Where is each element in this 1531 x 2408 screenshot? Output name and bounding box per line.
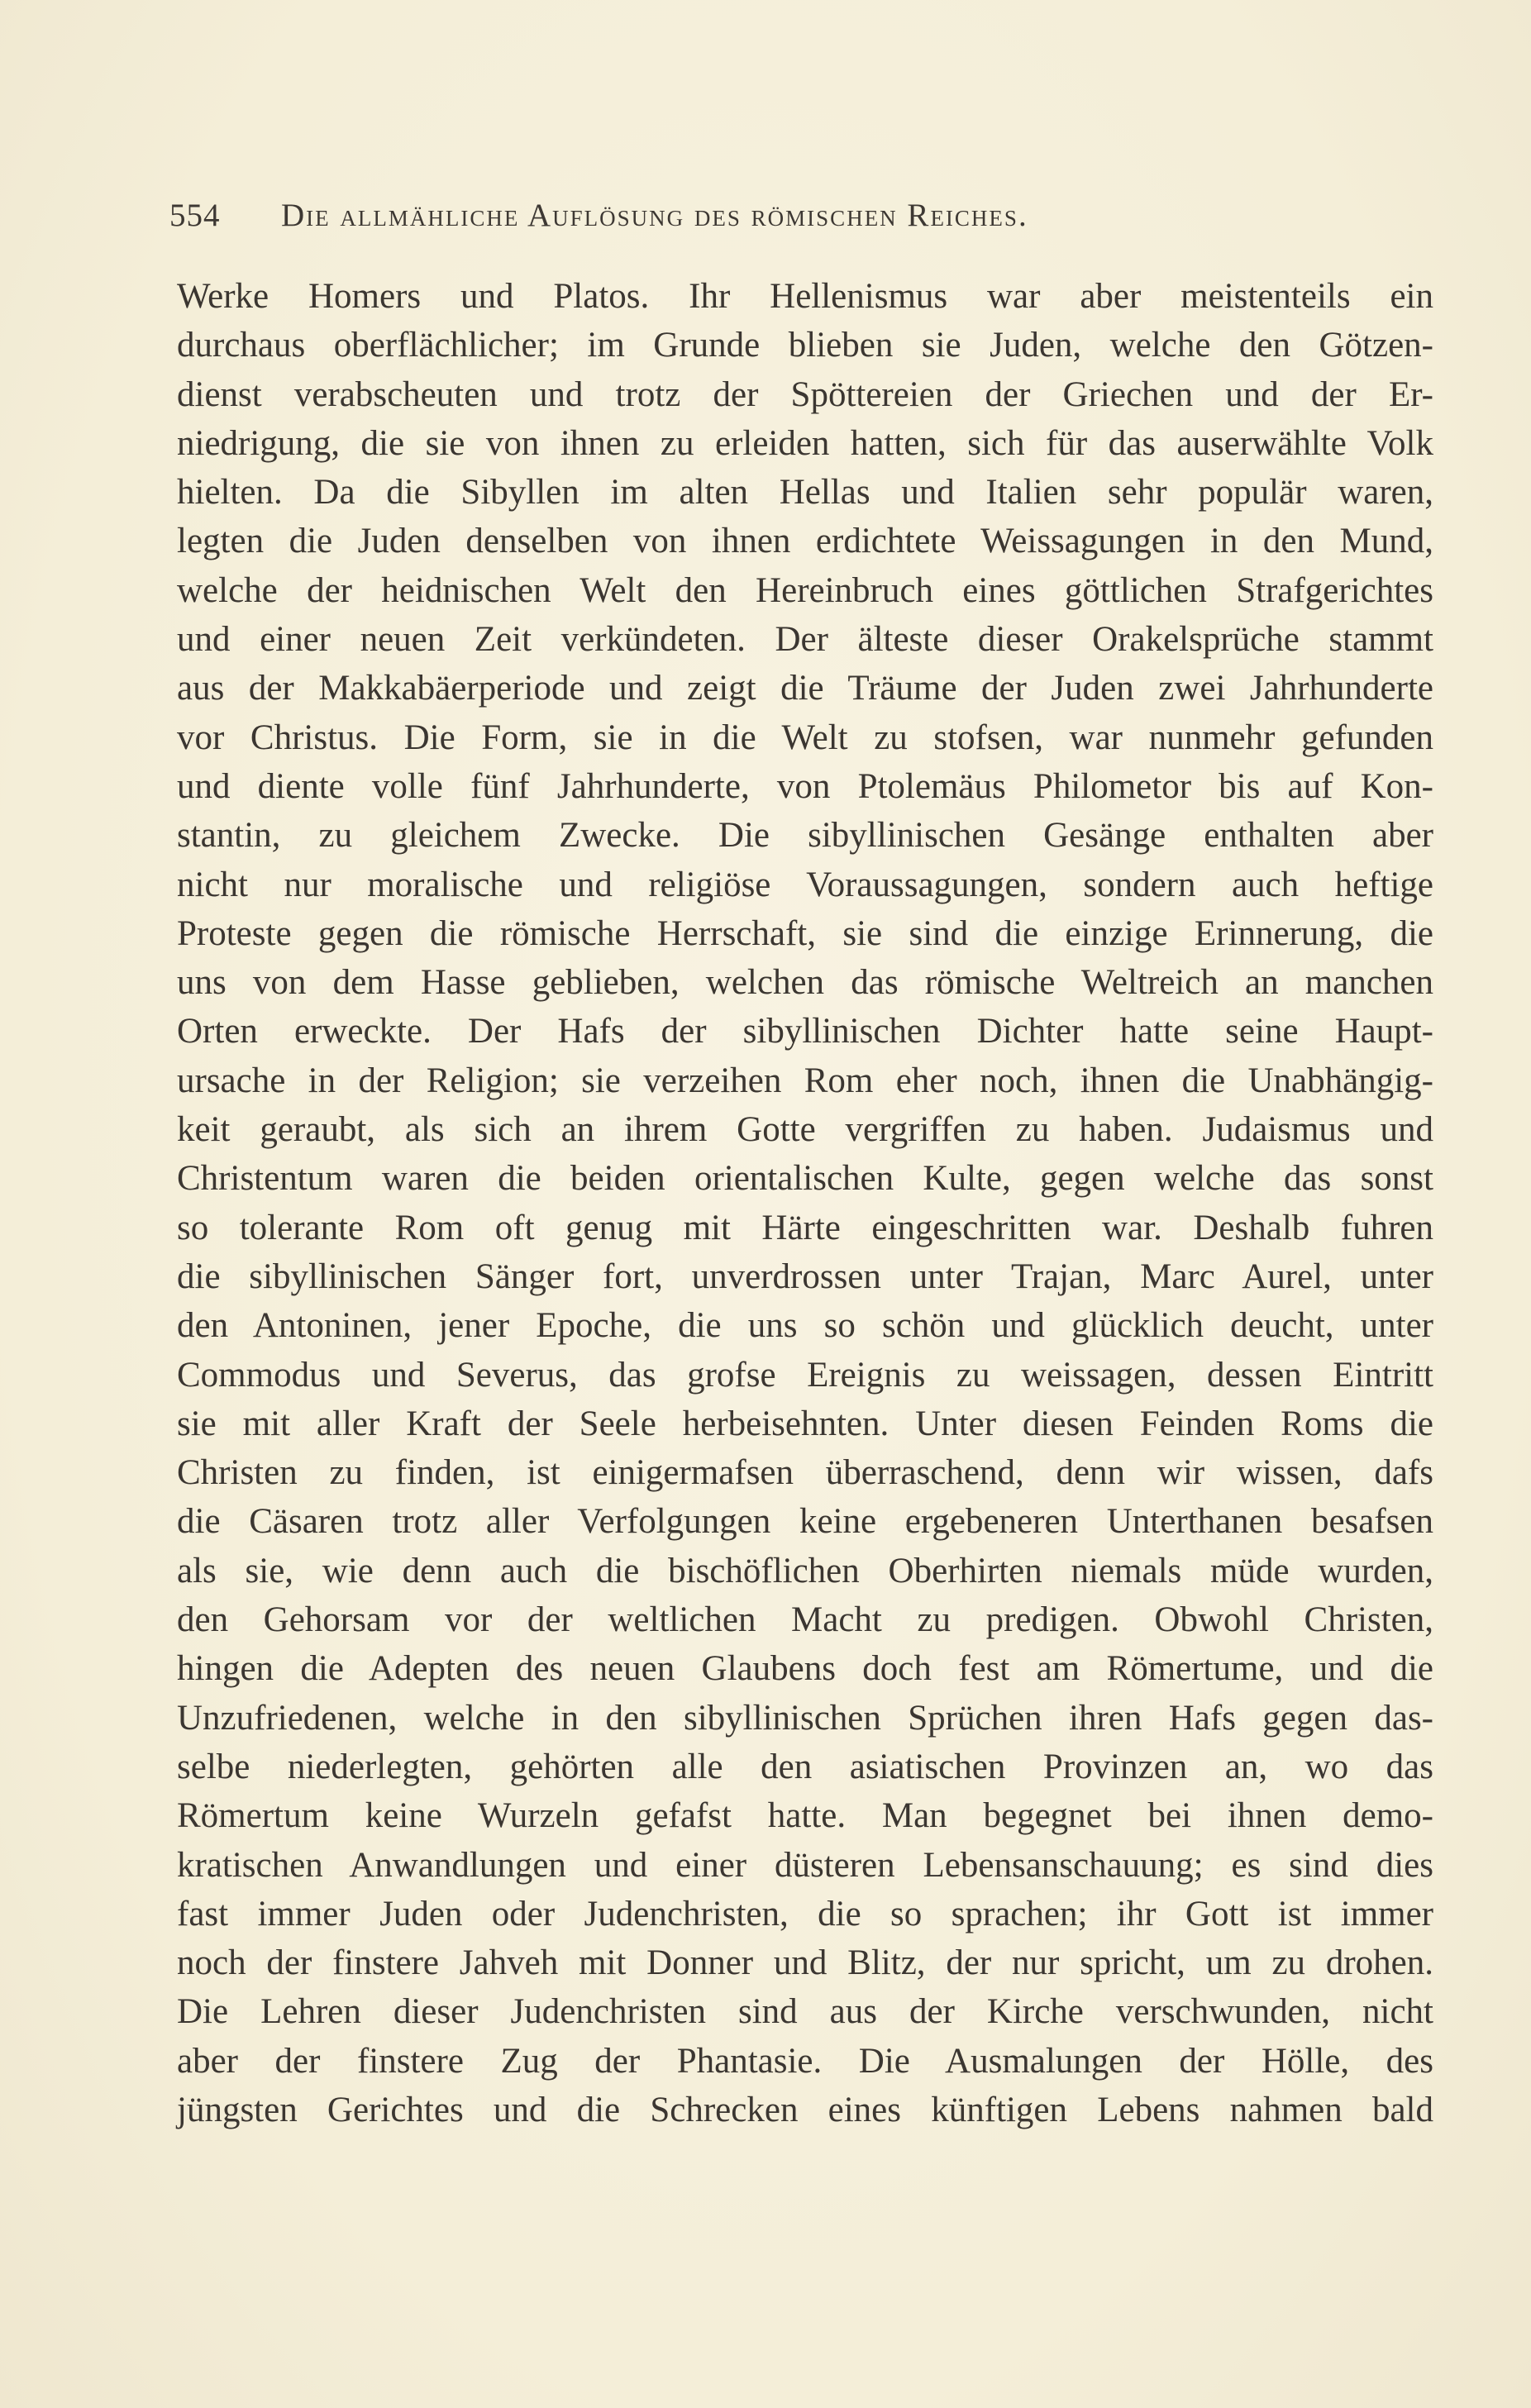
text-line: keit geraubt, als sich an ihrem Gotte vergriffen zu haben. Judaismus und bbox=[177, 1110, 1433, 1150]
page-number: 554 bbox=[169, 198, 221, 233]
text-line: fast immer Juden oder Judenchristen, die so sprachen; ihr Gott ist immer bbox=[177, 1894, 1433, 1934]
text-line: und einer neuen Zeit verkündeten. Der älteste dieser Orakelsprüche stammt bbox=[177, 620, 1433, 660]
text-line: die sibyllinischen Sänger fort, unverdrossen unter Trajan, Marc Aurel, unter bbox=[177, 1256, 1433, 1296]
text-line: dienst verabscheuten und trotz der Spöttereien der Griechen und der Er- bbox=[177, 374, 1433, 414]
text-line: Proteste gegen die römische Herrschaft, sie sind die einzige Erinnerung, die bbox=[177, 913, 1433, 953]
text-line: welche der heidnischen Welt den Hereinbruch eines göttlichen Strafgerichtes bbox=[177, 570, 1433, 610]
text-line: aus der Makkabäerperiode und zeigt die Träume der Juden zwei Jahrhunderte bbox=[177, 669, 1433, 708]
text-line: selbe niederlegten, gehörten alle den asiatischen Provinzen an, wo das bbox=[177, 1747, 1433, 1786]
text-line: uns von dem Hasse geblieben, welchen das römische Weltreich an manchen bbox=[177, 963, 1433, 1003]
text-line: und diente volle fünf Jahrhunderte, von Ptolemäus Philometor bis auf Kon- bbox=[177, 766, 1433, 806]
text-line: hingen die Adepten des neuen Glaubens doch fest am Römertume, und die bbox=[177, 1649, 1433, 1689]
text-line: den Gehorsam vor der weltlichen Macht zu predigen. Obwohl Christen, bbox=[177, 1600, 1433, 1640]
text-line: niedrigung, die sie von ihnen zu erleiden hatten, sich für das auserwählte Volk bbox=[177, 423, 1433, 463]
text-line: Christen zu finden, ist einigermafsen überraschend, denn wir wissen, dafs bbox=[177, 1453, 1433, 1493]
text-line: stantin, zu gleichem Zwecke. Die sibyllinischen Gesänge enthalten aber bbox=[177, 816, 1433, 856]
text-line: Römertum keine Wurzeln gefafst hatte. Man begegnet bei ihnen demo- bbox=[177, 1796, 1433, 1836]
text-line: ursache in der Religion; sie verzeihen Rom eher noch, ihnen die Unabhängig- bbox=[177, 1061, 1433, 1100]
text-line: Orten erweckte. Der Hafs der sibyllinischen Dichter hatte seine Haupt- bbox=[177, 1012, 1433, 1051]
text-line: Christentum waren die beiden orientalischen Kulte, gegen welche das sonst bbox=[177, 1159, 1433, 1199]
text-line: Die Lehren dieser Judenchristen sind aus der Kirche verschwunden, nicht bbox=[177, 1992, 1433, 2032]
text-line: aber der finstere Zug der Phantasie. Die Ausmalungen der Hölle, des bbox=[177, 2041, 1433, 2081]
text-line: Unzufriedenen, welche in den sibyllinischen Sprüchen ihren Hafs gegen das- bbox=[177, 1698, 1433, 1738]
text-line: durchaus oberflächlicher; im Grunde blieben sie Juden, welche den Götzen- bbox=[177, 326, 1433, 365]
text-line: den Antoninen, jener Epoche, die uns so schön und glücklich deucht, unter bbox=[177, 1306, 1433, 1346]
text-line: kratischen Anwandlungen und einer düsteren Lebensanschauung; es sind dies bbox=[177, 1845, 1433, 1885]
body-text bbox=[177, 272, 1433, 2134]
text-line: noch der finstere Jahveh mit Donner und Blitz, der nur spricht, um zu drohen. bbox=[177, 1943, 1433, 1983]
text-line: sie mit aller Kraft der Seele herbeisehnten. Unter diesen Feinden Roms die bbox=[177, 1404, 1433, 1443]
text-line: vor Christus. Die Form, sie in die Welt zu stofsen, war nunmehr gefunden bbox=[177, 718, 1433, 757]
text-line: so tolerante Rom oft genug mit Härte eingeschritten war. Deshalb fuhren bbox=[177, 1208, 1433, 1247]
text-line: die Cäsaren trotz aller Verfolgungen keine ergebeneren Unterthanen besafsen bbox=[177, 1502, 1433, 1542]
text-line: Commodus und Severus, das grofse Ereignis zu weissagen, dessen Eintritt bbox=[177, 1355, 1433, 1395]
text-line: Werke Homers und Platos. Ihr Hellenismus war aber meistenteils ein bbox=[177, 277, 1433, 316]
text-line: hielten. Da die Sibyllen im alten Hellas und Italien sehr populär waren, bbox=[177, 473, 1433, 513]
page-header bbox=[169, 197, 1294, 246]
running-title: Die allmähliche Auflösung des römischen Reiches. bbox=[281, 198, 1028, 233]
text-line: nicht nur moralische und religiöse Voraussagungen, sondern auch heftige bbox=[177, 865, 1433, 904]
text-line: jüngsten Gerichtes und die Schrecken eines künftigen Lebens nahmen bald bbox=[177, 2090, 1433, 2129]
text-line: legten die Juden denselben von ihnen erdichtete Weissagungen in den Mund, bbox=[177, 522, 1433, 561]
text-line: als sie, wie denn auch die bischöflichen Oberhirten niemals müde wurden, bbox=[177, 1551, 1433, 1590]
